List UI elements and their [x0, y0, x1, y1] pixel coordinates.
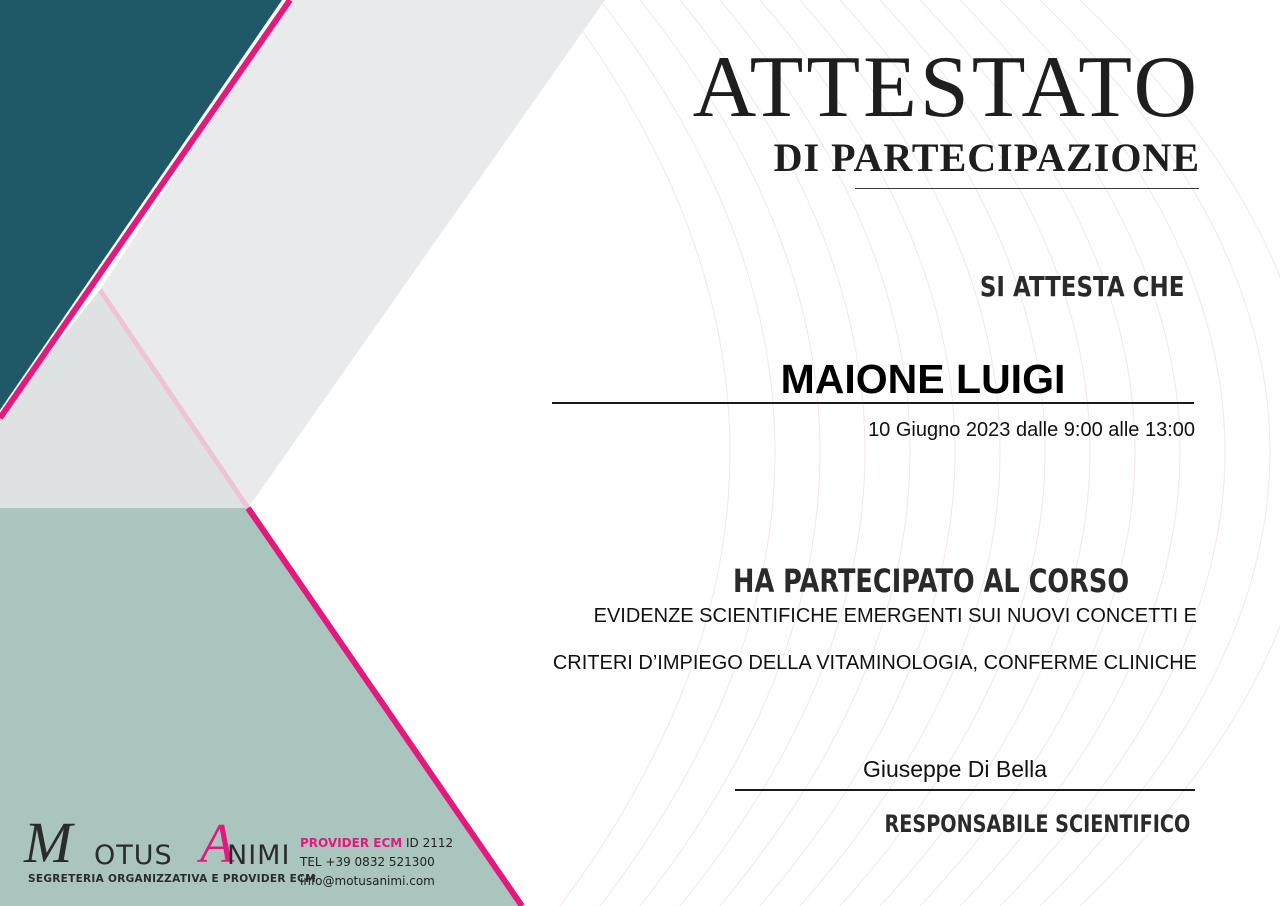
motus-animi-logo: [24, 810, 316, 890]
signer-role: RESPONSABILE SCIENTIFICO: [884, 810, 1190, 838]
certificate-title: ATTESTATO: [692, 39, 1200, 136]
signature-line: [735, 789, 1195, 791]
logo-letter-a: A: [200, 813, 235, 875]
logo-word-nimi: NIMI: [227, 840, 291, 871]
recipient-name: MAIONE LUIGI: [780, 356, 1066, 402]
logo-letter-m: M: [24, 810, 73, 875]
signer-name: Giuseppe Di Bella: [862, 756, 1048, 782]
certificate-subtitle: DI PARTECIPAZIONE: [773, 135, 1200, 180]
logo-tagline: SEGRETERIA ORGANIZZATIVA E PROVIDER ECM: [28, 873, 316, 885]
course-title-line-1: EVIDENZE SCIENTIFICHE EMERGENTI SUI NUOVI CONCETTI E: [593, 605, 1197, 627]
title-divider: [855, 188, 1199, 189]
provider-line: [300, 834, 453, 853]
phone-number: TEL +39 0832 521300: [300, 855, 435, 869]
attestation-intro: SI ATTESTA CHE: [979, 270, 1184, 303]
recipient-name-line: [552, 402, 1194, 404]
email-address: info@motusanimi.com: [300, 874, 435, 888]
course-heading: HA PARTECIPATO AL CORSO: [732, 562, 1129, 600]
event-date: 10 Giugno 2023 dalle 9:00 alle 13:00: [868, 419, 1195, 441]
provider-id: ID 2112: [406, 836, 454, 850]
organizer-contact: [300, 834, 453, 891]
provider-label: PROVIDER ECM: [300, 836, 403, 850]
logo-word-otus: OTUS: [94, 840, 173, 871]
course-title-line-2: CRITERI D’IMPIEGO DELLA VITAMINOLOGIA, CONFERME CLINICHE: [552, 652, 1197, 674]
